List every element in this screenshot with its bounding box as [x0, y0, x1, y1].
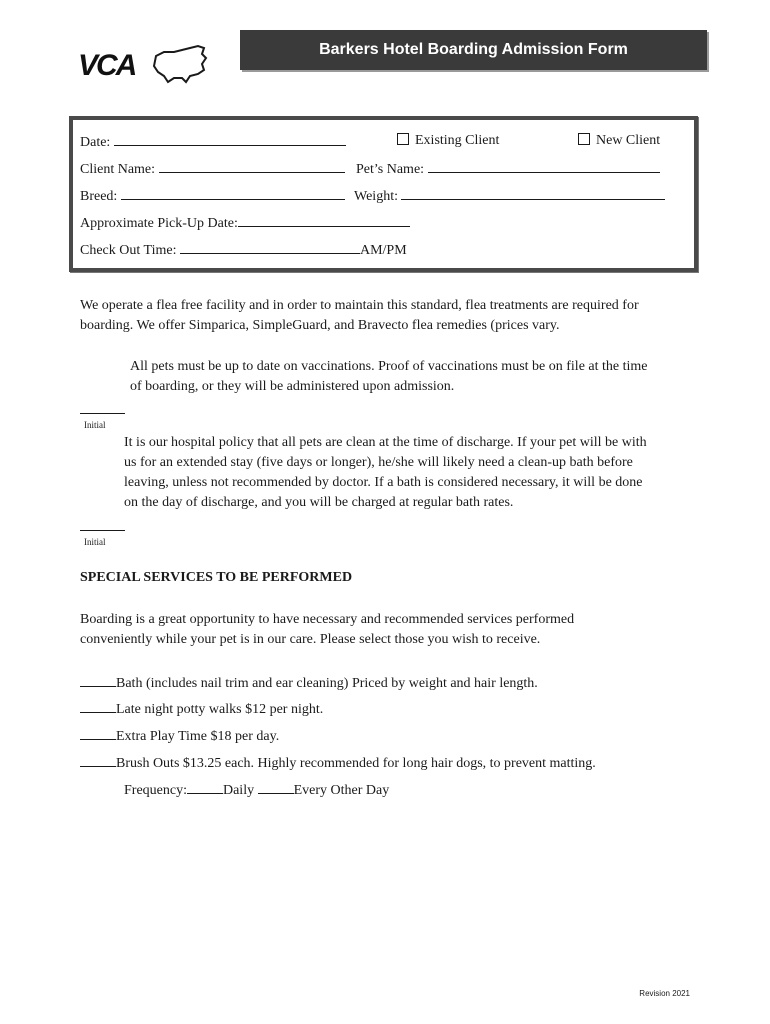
frequency-daily-label: Daily [222, 783, 255, 798]
existing-client-checkbox[interactable] [397, 133, 409, 145]
hygiene-line: us for an extended stay (five days or longer), he/she will likely need a clean-up bath before [124, 455, 633, 470]
flea-policy-line: boarding. We offer Simparica, SimpleGuard, and Bravecto flea remedies (prices vary. [80, 318, 560, 333]
us-map-outline [154, 46, 206, 82]
vaccination-line: of boarding, or they will be administered upon admission. [130, 379, 455, 394]
client-name-label: Client Name: [80, 162, 156, 177]
hygiene-line: It is our hospital policy that all pets are clean at the time of discharge. If your pet will be with [124, 435, 647, 450]
service-potty-walks-blank[interactable] [80, 700, 116, 713]
breed-label: Breed: [80, 189, 118, 204]
flea-policy-paragraph [80, 296, 700, 336]
existing-client-option[interactable] [397, 133, 499, 149]
breed-line [121, 187, 345, 200]
new-client-checkbox[interactable] [578, 133, 590, 145]
date-line [114, 133, 346, 146]
pet-name-label: Pet’s Name: [356, 162, 425, 177]
revision-note: Revision 2021 [639, 989, 690, 998]
breed-field[interactable] [80, 187, 345, 205]
frequency-every-other-blank[interactable] [258, 781, 294, 794]
service-bath[interactable] [80, 674, 538, 692]
checkout-ampm: AM/PM [359, 243, 407, 258]
service-bath-blank[interactable] [80, 674, 116, 687]
vaccination-paragraph [130, 357, 710, 397]
pickup-date-line [238, 214, 410, 227]
hygiene-paragraph [124, 433, 714, 513]
weight-line [401, 187, 665, 200]
client-name-line [159, 160, 345, 173]
vaccination-initial-line[interactable] [80, 413, 125, 414]
frequency-row [124, 781, 389, 799]
pickup-date-label: Approximate Pick-Up Date: [80, 216, 238, 231]
special-intro-line: Boarding is a great opportunity to have necessary and recommended services performed [80, 612, 575, 627]
date-label: Date: [80, 135, 111, 150]
new-client-option[interactable] [578, 133, 660, 149]
flea-policy-line: We operate a flea free facility and in order to maintain this standard, flea treatments are required for [80, 298, 639, 313]
service-brush-outs[interactable] [80, 754, 596, 772]
vaccination-line: All pets must be up to date on vaccinations. Proof of vaccinations must be on file at the time [130, 359, 648, 374]
frequency-daily-blank[interactable] [187, 781, 223, 794]
form-title: Barkers Hotel Boarding Admission Form [319, 41, 628, 58]
client-name-field[interactable] [80, 160, 345, 178]
new-client-label: New Client [596, 133, 661, 148]
hygiene-line: on the day of discharge, and you will be charged at regular bath rates. [124, 495, 514, 510]
frequency-every-other-label: Every Other Day [293, 783, 390, 798]
hygiene-initial-label: Initial [84, 537, 106, 547]
pet-name-field[interactable] [356, 160, 660, 178]
service-play-time[interactable] [80, 727, 279, 745]
checkout-time-field[interactable] [80, 241, 407, 259]
pet-name-line [428, 160, 660, 173]
pickup-date-field[interactable] [80, 214, 410, 232]
service-play-time-label: Extra Play Time $18 per day. [116, 729, 280, 744]
special-services-heading: SPECIAL SERVICES TO BE PERFORMED [80, 570, 353, 585]
date-field[interactable] [80, 133, 346, 151]
vaccination-initial-label: Initial [84, 420, 106, 430]
service-potty-walks[interactable] [80, 700, 323, 718]
hygiene-line: leaving, unless not recommended by doctor. If a bath is considered necessary, it will be done [124, 475, 643, 490]
weight-label: Weight: [354, 189, 398, 204]
weight-field[interactable] [354, 187, 665, 205]
existing-client-label: Existing Client [415, 133, 500, 148]
special-intro-line: conveniently while your pet is in our care. Please select those you wish to receive. [80, 632, 541, 647]
service-potty-walks-label: Late night potty walks $12 per night. [116, 702, 324, 717]
logo-text: VCA [78, 49, 136, 82]
service-bath-label: Bath (includes nail trim and ear cleaning) Priced by weight and hair length. [116, 676, 538, 691]
service-brush-outs-label: Brush Outs $13.25 each. Highly recommended for long hair dogs, to prevent matting. [116, 756, 596, 771]
vca-logo [78, 42, 210, 86]
service-brush-outs-blank[interactable] [80, 754, 116, 767]
checkout-time-label: Check Out Time: [80, 243, 177, 258]
checkout-time-line [180, 241, 360, 254]
special-services-intro [80, 610, 700, 650]
hygiene-initial-line[interactable] [80, 530, 125, 531]
form-title-bar [240, 30, 707, 70]
service-play-time-blank[interactable] [80, 727, 116, 740]
frequency-label: Frequency: [124, 783, 187, 798]
